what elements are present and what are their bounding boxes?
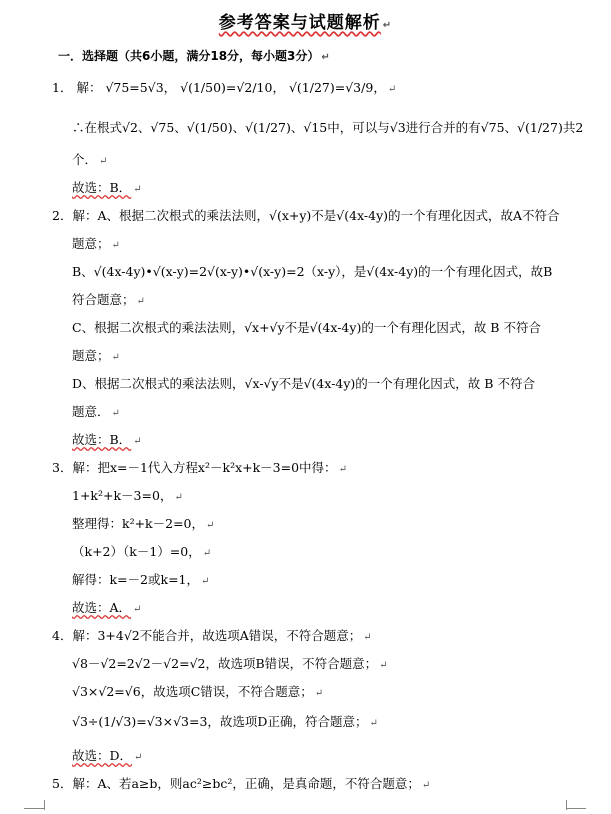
q3-answer: 故选：A． ↵ bbox=[72, 600, 142, 615]
q1-line-2: ∴在根式√2、√75、√(1/50)、√(1/27)、√15中，可以与√3进行合并的有√75、√(1/27)共2 bbox=[72, 120, 584, 135]
q2-line-4: 符合题意； ↵ bbox=[72, 292, 145, 307]
q2-line-3: B、√(4x-4y)•√(x-y)=2√(x-y)•√(x-y)=2（x-y），是√(4x-4y)的一个有理化因式，故B bbox=[72, 264, 553, 279]
corner-mark-right-h bbox=[566, 808, 586, 809]
q4-line-2: √8－√2=2√2－√2=√2，故选项B错误，不符合题意； ↵ bbox=[72, 656, 388, 671]
q2-line-8: 题意． ↵ bbox=[72, 404, 120, 419]
q3-line-4: （k+2）（k－1）=0， ↵ bbox=[72, 544, 212, 559]
q3-line-5: 解得：k=－2或k=1， ↵ bbox=[72, 572, 210, 587]
corner-mark-left-h bbox=[24, 808, 44, 809]
q3-line-3: 整理得：k²+k－2=0， ↵ bbox=[72, 516, 215, 531]
q2-line-7: D、根据二次根式的乘法法则，√x-√y不是√(4x-4y)的一个有理化因式，故 B 不符合 bbox=[72, 376, 535, 391]
q3-line-2: 1+k²+k－3=0， ↵ bbox=[72, 488, 183, 503]
q2-line-6: 题意； ↵ bbox=[72, 348, 120, 363]
q4-line-3: √3×√2=√6，故选项C错误，不符合题意； ↵ bbox=[72, 684, 324, 699]
q1-line-3: 个． ↵ bbox=[72, 152, 108, 167]
q1-line-1: 1． 解： √75=5√3， √(1/50)=√2/10， √(1/27)=√3/9， ↵ bbox=[52, 80, 397, 95]
q3-line-1: 3．解：把x=－1代入方程x²－k²x+k－3=0中得： ↵ bbox=[52, 460, 347, 475]
q4-line-1: 4．解：3+4√2不能合并，故选项A错误，不符合题意； ↵ bbox=[52, 628, 372, 643]
page-title: 参考答案与试题解析 ↵ bbox=[218, 13, 393, 33]
q2-line-2: 题意； ↵ bbox=[72, 236, 120, 251]
q4-line-4: √3÷(1/√3)=√3×√3=3，故选项D正确，符合题意； ↵ bbox=[72, 714, 378, 729]
q2-answer: 故选：B． ↵ bbox=[72, 432, 142, 447]
section-heading: 一．选择题（共6小题，满分18分，每小题3分） ↵ bbox=[58, 49, 330, 63]
q4-answer: 故选：D． ↵ bbox=[72, 748, 143, 763]
q2-line-1: 2．解：A、根据二次根式的乘法法则，√(x+y)不是√(4x-4y)的一个有理化因式，故A不符合 bbox=[52, 208, 560, 223]
q2-line-5: C、根据二次根式的乘法法则，√x+√y不是√(4x-4y)的一个有理化因式，故 B 不符合 bbox=[72, 320, 541, 335]
q1-answer: 故选：B． ↵ bbox=[72, 180, 142, 195]
q5-line-1: 5．解：A、若a≥b，则ac²≥bc²，正确，是真命题，不符合题意； ↵ bbox=[52, 776, 431, 791]
